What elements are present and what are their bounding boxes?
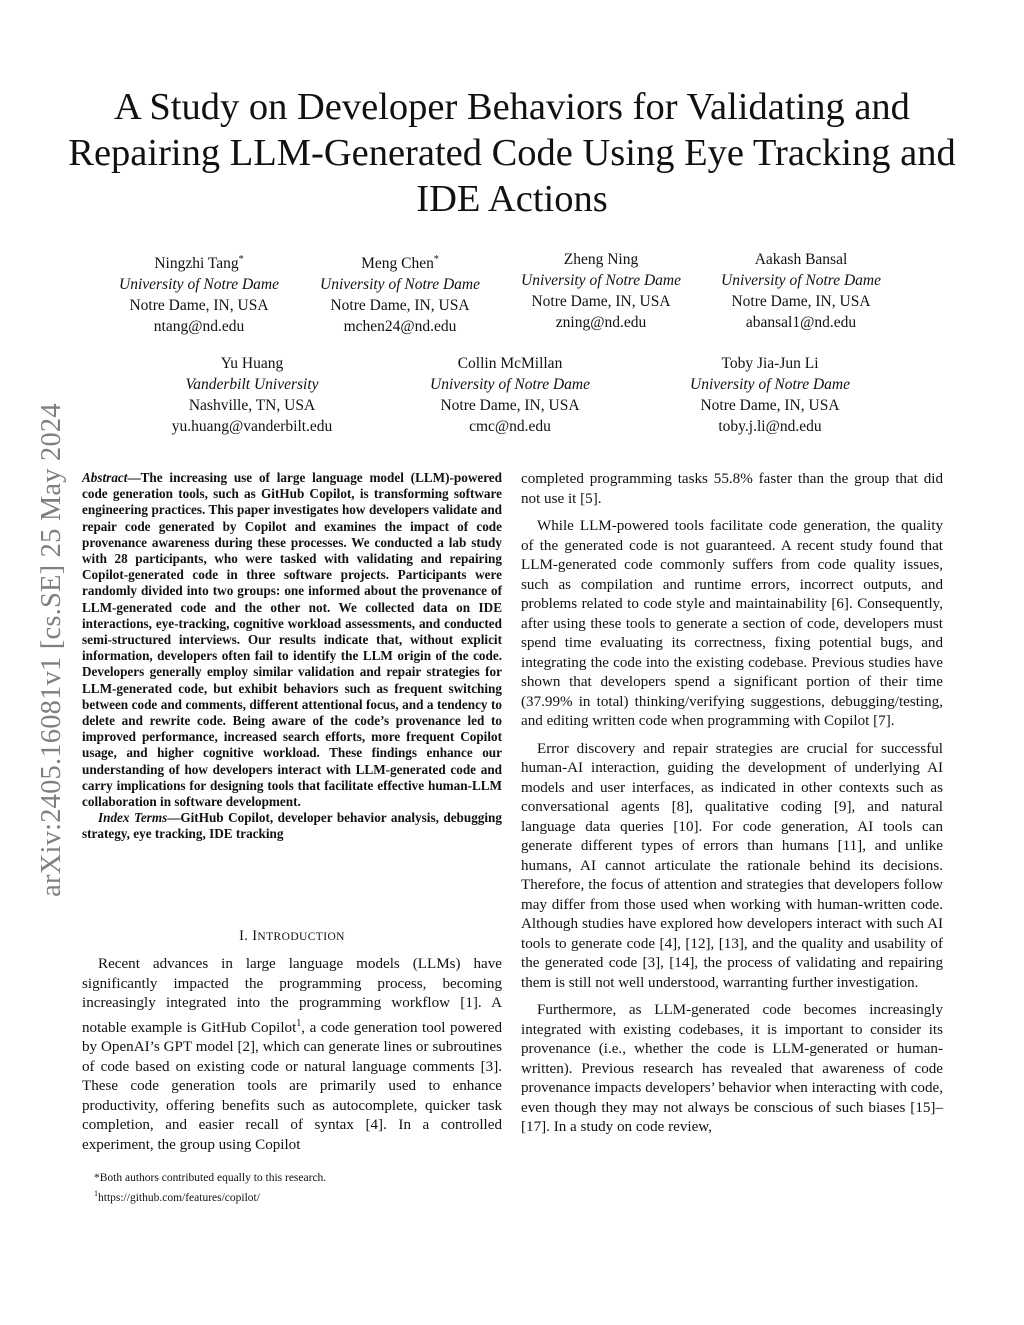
introduction-text	[82, 955, 502, 1163]
footnote-link[interactable]: https://github.com/features/copilot/	[98, 1191, 260, 1204]
paragraph-text: Recent advances in large language models (LLMs) have significantly impacted the programming process, becoming increasingly integrated into the programming workflow [1]. A notable example is GitHub Copilot	[82, 956, 502, 1036]
right-column-text	[521, 470, 943, 1146]
author-block	[665, 353, 875, 437]
author-name: Ningzhi Tang	[154, 255, 239, 273]
body-paragraph: Error discovery and repair strategies are crucial for successful human-AI interaction, guiding the development of underlying AI models and user interfaces, as indicated in other contexts such as conversational agents [8], qualitative coding [9], and natural language data queries [10]. For code generation, AI tools can generate different types of errors than humans [11], and unlike humans, AI cannot articulate the rationale behind its decisions. Therefore, the focus of attention and strategies that developers follow may differ from those used when working with human-written code. Although studies have explored how developers interact with such AI tools to generate code [4], [12], [13], and the quality and usability of the generated code [3], [14], the process of validating and repairing them is still not well understood, warranting further investigation.	[521, 740, 943, 991]
author-location: Notre Dame, IN, USA	[700, 397, 840, 414]
author-email: mchen24@nd.edu	[343, 318, 457, 336]
footnote-mark: 1	[94, 1189, 98, 1198]
author-affiliation: University of Notre Dame	[119, 276, 279, 294]
section-title-rest: NTRODUCTION	[257, 931, 345, 943]
author-block	[295, 249, 505, 337]
section-heading-introduction	[82, 928, 502, 945]
body-paragraph: While LLM-powered tools facilitate code generation, the quality of the generated code is not guaranteed. A recent study found that LLM-generated code commonly suffers from code quality issues, such as compilation and runtime errors, incorrect outputs, and problems related to code style and maintainability [6]. Consequently, after using these tools to generate a section of code, developers must spend time evaluating its correctness, fixing potential bugs, and integrating the code into the existing codebase. Previous studies have shown that developers spend a significant portion of their time (37.99% in total) thinking/verifying suggestions, debugging/testing, and editing written code when programming with Copilot [7].	[521, 518, 943, 729]
body-paragraph: Furthermore, as LLM-generated code becomes increasingly integrated with existing codebases, it is important to consider its provenance (i.e., whether the code is LLM-generated or human-written). Previous research has revealed that awareness of code provenance impacts developers’ behavior when interacting with code, even though they may not always be conscious of such biases [15]–[17]. In a study on code review,	[521, 1002, 943, 1135]
author-affiliation: University of Notre Dame	[721, 272, 881, 289]
author-name: Toby Jia-Jun Li	[721, 355, 819, 372]
author-name: Collin McMillan	[457, 355, 563, 372]
abstract-paragraph	[82, 470, 502, 810]
footnote	[82, 1170, 502, 1186]
index-terms-label: Index Terms	[98, 810, 168, 826]
author-email: zning@nd.edu	[555, 314, 647, 331]
equal-contribution-mark: *	[433, 254, 439, 265]
author-email: abansal1@nd.edu	[745, 314, 857, 331]
footnote-text: Both authors contributed equally to this research.	[99, 1172, 327, 1184]
author-affiliation: University of Notre Dame	[521, 272, 681, 289]
author-email: ntang@nd.edu	[153, 318, 245, 336]
author-affiliation: Vanderbilt University	[185, 376, 319, 393]
author-email: toby.j.li@nd.edu	[718, 418, 822, 435]
author-affiliation: University of Notre Dame	[430, 376, 590, 393]
author-affiliation: University of Notre Dame	[690, 376, 850, 393]
abstract-label: Abstract	[82, 470, 128, 485]
author-block	[405, 353, 615, 437]
arxiv-identifier: arXiv:2405.16081v1 [cs.SE] 25 May 2024	[36, 403, 67, 897]
author-name: Meng Chen	[361, 255, 434, 273]
footnotes	[82, 1170, 502, 1206]
author-block	[496, 249, 706, 333]
index-terms-text: —GitHub Copilot, developer behavior analysis, debugging strategy, eye tracking, IDE tracking	[82, 810, 502, 842]
abstract-block	[82, 470, 502, 843]
author-location: Nashville, TN, USA	[188, 397, 316, 414]
body-paragraph	[82, 955, 502, 1155]
author-name: Aakash Bansal	[754, 251, 848, 268]
author-location: Notre Dame, IN, USA	[129, 297, 269, 315]
author-name: Yu Huang	[220, 355, 284, 372]
author-block	[147, 353, 357, 437]
body-paragraph: completed programming tasks 55.8% faster than the group that did not use it [5].	[521, 471, 943, 507]
equal-contribution-mark: *	[238, 254, 244, 265]
author-block	[94, 249, 304, 337]
footnote	[82, 1186, 502, 1206]
author-affiliation: University of Notre Dame	[320, 276, 480, 294]
section-title-initial: I	[252, 928, 258, 944]
author-email: cmc@nd.edu	[469, 418, 551, 435]
footnote-mark: *	[94, 1172, 100, 1184]
paragraph-text: , a code generation tool powered by OpenAI’s GPT model [2], which can generate lines or subroutines of code based on existing code or natural language comments [3]. These code generation tools are primarily used to enhance productivity, offering benefits such as autocomplete, quicker task completion, and easier recall of syntax [4]. In a controlled experiment, the group using Copilot	[82, 1019, 502, 1153]
paper-title: A Study on Developer Behaviors for Validating and Repairing LLM-Generated Code Using Eye Tracking and IDE Actions	[68, 86, 956, 220]
footnote-ref: 1	[296, 1017, 302, 1029]
author-email: yu.huang@vanderbilt.edu	[171, 418, 333, 435]
author-name: Zheng Ning	[563, 251, 639, 268]
index-terms	[82, 810, 502, 842]
author-location: Notre Dame, IN, USA	[330, 297, 470, 315]
author-block	[696, 249, 906, 333]
author-location: Notre Dame, IN, USA	[731, 293, 871, 310]
section-number: I.	[239, 928, 253, 944]
author-location: Notre Dame, IN, USA	[531, 293, 671, 310]
abstract-text: —The increasing use of large language model (LLM)-powered code generation tools, such as GitHub Copilot, is transforming software engineering practices. This paper investigates how developers validate and repair code generated by Copilot and examines the impact of code provenance awareness during these processes. We conducted a lab study with 28 participants, who were tasked with validating and repairing Copilot-generated code in three software projects. Participants were randomly divided into two groups: one informed about the provenance of LLM-generated code and the other not. We collected data on IDE interactions, eye-tracking, cognitive workload assessments, and conducted semi-structured interviews. Our results indicate that, without explicit information, developers often fail to identify the LLM origin of the code. Developers generally employ similar validation and repair strategies for LLM-generated code, but exhibit behaviors such as frequent switching between code and comments, different attentional focus, and a tendency to delete and rewrite code. Being aware of the code’s provenance led to improved performance, increased search efforts, more frequent Copilot usage, and higher cognitive workload. These findings enhance our understanding of how developers interact with LLM-generated code and carry implications for designing tools that facilitate effective human-LLM collaboration in software development.	[82, 470, 502, 810]
author-location: Notre Dame, IN, USA	[440, 397, 580, 414]
